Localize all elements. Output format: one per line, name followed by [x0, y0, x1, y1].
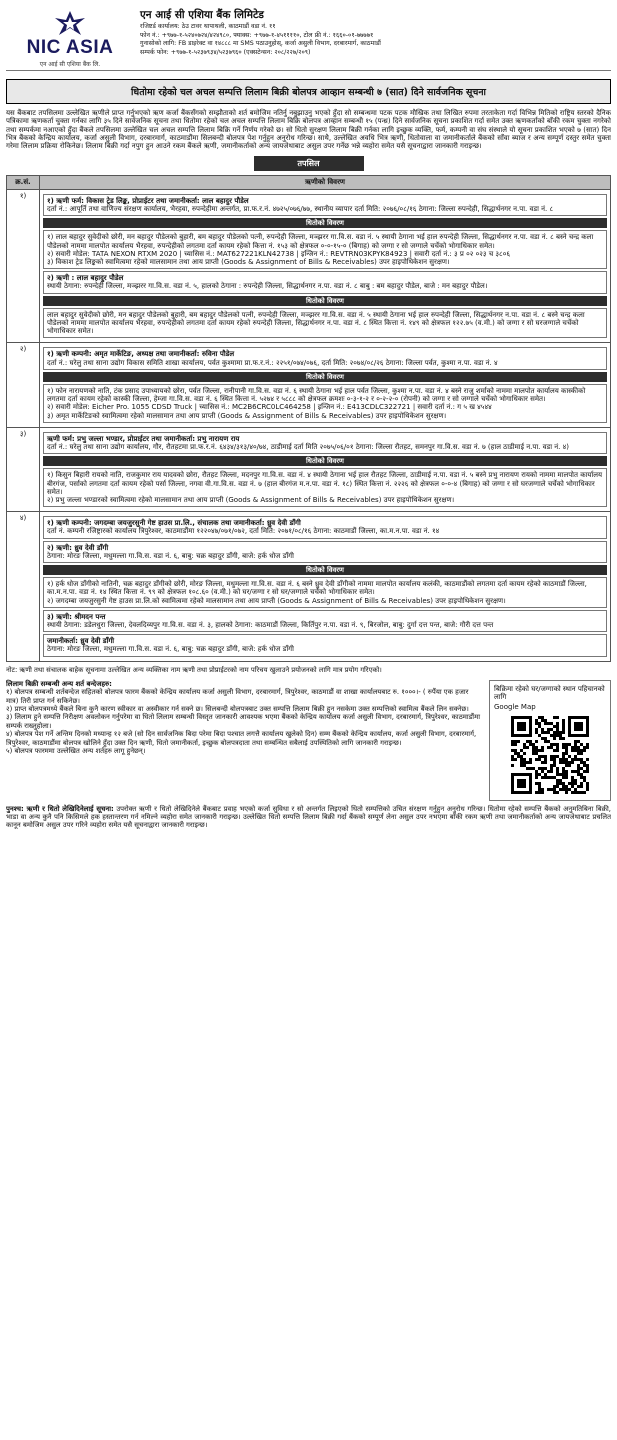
condition-item: ३) लिलाम हुने सम्पत्ति निरीक्षण अवलोकन गर्नुपरेमा वा धितो लिलाम सम्बन्धी विस्तृत जानकारी आवश्यक भएमा बैंकको केन्द्रिय कार्यालय कर्जा असुली विभाग, दरबारमार्ग, त्रिपुरेश्वर, काठमाडौंमा सम्पर्क राख्नुहोला।	[6, 713, 480, 730]
star-logo-icon	[52, 10, 88, 36]
collateral-block	[43, 384, 607, 423]
borrower-details: दर्ता नं.: आपूर्ति तथा वाणिज्य संरक्षण कार्यालय, भैरहवा, रुपन्देहीमा अन्तर्गत, प्रा.फ.र.नं. ४७२५/०७६/७७, स्थानीय व्यापार दर्ता मिति: २०७६/०८/१६ ठेगाना: जिल्ला रुपन्देही, सिद्धार्थनगर न.पा. वडा नं. ८	[47, 204, 554, 213]
borrower-table	[6, 175, 611, 661]
bank-contact: सम्पर्क फोन: +९७७-१-५२३७९३४/५२३७९६० (एक्सटेन्सन: २०८/२२७/२०९)	[140, 48, 311, 56]
collateral-heading: धितोको विवरण	[43, 565, 607, 575]
borrower-name: २) ऋणी : लाल बहादुर पौडेल	[47, 274, 124, 283]
borrower-block	[43, 634, 607, 656]
bank-address: रजिष्टर्ड कार्यालय: ठेउ टावर थापाथली, काठमाडौं वडा नं. ११	[140, 23, 276, 30]
collateral-block	[43, 308, 607, 339]
collateral-item: १) किसुन बिहारी रायको नाति, राजकुमार राय यादवको छोरा, रौतहट जिल्ला, मदनपुर गा.वि.स. वडा नं. ४ स्थायी ठेगाना भई हाल रौतहट जिल्ला, ठाडीमाई न.पा. वडा नं. ५ बस्ने प्रभु नारायण रायको नाममा मालपोत कार्यालय बीरगंज, पर्साको लगतमा दर्ता कायम रहेको पर्सा जिल्ला, नगवा वी.गा.वि.स. वडा नं. ७ (हाल बीरगंज म.न.पा. वडा नं. १८) स्थित कित्ता नं. २२२६ को क्षेत्रफल ०-०-४ (बिगाह) को जग्गा र सो घरजग्गाले चर्चेको भोगाधिकार समेत।	[47, 471, 603, 496]
collateral-block	[43, 230, 607, 269]
brand-tagline: एन आई सी एशिया बैंक लि.	[39, 61, 101, 68]
borrower-block	[43, 432, 607, 454]
row-sn: ३)	[7, 427, 40, 511]
col-details-header: ऋणीको विवरण	[40, 176, 611, 189]
row-details	[40, 512, 611, 661]
collateral-item: २) सवारी मोडेल: Eicher Pro. 1055 CDSD Truck | च्यासिस नं.: MC2B6CRC0LC464258 | इन्जिन नं.: E413CDLC322721 | सवारी दर्ता नं.: ग ५ ख ४५४४	[47, 403, 492, 412]
collateral-item: १) हर्क धोज डाँगीको नातिनी, चक्र बहादुर डाँगीको छोरी, मोरङ जिल्ला, मधुमल्ला गा.वि.स. वडा नं. ६ बस्ने ध्रुव देवी डाँगीको नाममा मालपोत कार्यालय कलंकी, काठमाडौंको लगतमा दर्ता कायम रहेको काठमाडौं जिल्ला, का.म.न.पा. वडा नं. १४ स्थित कित्ता नं. ९९ को क्षेत्रफल १०८.६० (व.मी.) को घर/जग्गा र सो घर/जग्गाले चर्चेको भोगाधिकार समेत।	[47, 580, 587, 597]
row-sn: २)	[7, 343, 40, 427]
collateral-item: ३) अमृत मार्केटिङको स्वामित्वमा रहेको मालसामान तथा आय प्राप्ती (Goods & Assignment of Bills & Receivables) उपर हाइपोथिकेशन सुरक्षण।	[47, 411, 447, 420]
table-row	[7, 512, 611, 661]
borrower-name: २) ऋणी: ध्रुव देवी डाँगी	[47, 543, 109, 552]
tapasil-label: तपसिल	[254, 156, 364, 171]
collateral-item: ३) विकाश ट्रेड लिङ्कको स्वामित्वमा रहेको मालसामान तथा आय प्राप्ती (Goods & Assignment of Bills & Receivables) उपर हाइपोथिकेशन सुरक्षण।	[47, 257, 450, 266]
condition-item: २) प्राप्त बोलपत्रमध्ये बैंकले बिना कुनै कारण स्वीकार वा अस्वीकार गर्न सक्ने छ। सिलबन्दी बोलपत्रबाट उक्त सम्पत्ति लिलाम बिक्री हुन नसकेमा उक्त सम्पत्तिको स्वामित्व बैंकले लिन सक्नेछ।	[6, 705, 469, 714]
borrower-block	[43, 610, 607, 632]
row-details	[40, 343, 611, 427]
borrower-details: स्थायी ठेगाना: डडेलधुरा जिल्ला, देवलदिव्यपुर गा.वि.स. वडा नं. ३, हालको ठेगाना: काठमाडौं जिल्ला, किर्तिपुर न.पा. वडा नं. ९, बिरजोल, बाबु: दुर्गा दत्त पन्त, बाजे: गौरी दत्त पन्त	[47, 621, 494, 629]
table-header-row	[7, 176, 611, 189]
notice-page	[6, 4, 611, 1432]
condition-item: ५) बोलपत्र फारममा उल्लेखित अन्य शर्तहरु लागू हुनेछन्।	[6, 747, 146, 756]
qr-box	[489, 680, 611, 801]
notice-title: धितोमा रहेको चल अचल सम्पत्ति लिलाम बिक्री बोलपत्र आव्हान सम्बन्धी ७ (सात) दिने सार्वजनिक सूचना	[6, 79, 611, 104]
notice-intro: यस बैंकबाट तपसिलमा उल्लेखित ऋणीले प्राप्त गर्नुभएको ऋण कर्जा बैंकसँगको सम्झौताको शर्त बमोजिम नतिर्नु नबुझाउनु भएको हुँदा सो सम्बन्धमा पटक पटक मौखिक तथा लिखित रुपमा तरताकेता गर्दा विभिन्न मितिको राष्ट्रिय स्तरको दैनिक पत्रिकामा ऋणकर्ता चुक्ता गर्नका लागि ३५ दिने सार्वजनिक सूचना तथा धितोमा रहेको चल अचल सम्पत्ति लिलाम बिक्रि बोलपत्र आव्हान सम्बन्धी १५ (पन्ध्र) दिने सार्वजनिक सूचना प्रकाशित गर्दा समेत उक्त ऋणकर्ताको बाँकी रकम चुक्ता नगरेको तथा सम्पर्कमा नआएको हुँदा बैंकले तपसिलमा उल्लेखित चल अचल सम्पत्ति लिलाम बिक्रि गर्ने निर्णय गरेको छ। सो धितो सुरक्षण लिलाम बिक्री गर्नका लागि इच्छुक व्यक्ति, फर्म, कम्पनी वा संघ संस्थाले यो सूचना प्रकाशित भएको ७ (सात) दिन भित्र बैंकको केन्द्रिय कार्यालय, कर्जा असुली विभाग, दरबारमार्ग, काठमाडौंमा सिलबन्दी बोलपत्र पेश गर्नुहुन अनुरोध गरिन्छ। साथै, उल्लेखित अवधि भित्र ऋणी, धितोवाला वा जमानीकर्ताले बैंकको साँवा ब्याज र अन्य सम्पूर्ण दस्तुर समेत चुक्ता गरेमा लिलाम प्रक्रिया रोकिनेछ। लिलाम बिक्री गर्दा नपुग हुन आउने रकम बैंकले ऋणी, जमानीकर्ताको अन्य जायजेथाबाट असुल उपर गर्नेछ भन्ने व्यहोरा समेत यसै सूचनाद्वारा जानकारी गराइन्छ।	[6, 109, 611, 151]
qr-caption: बिक्रिमा रहेको घर/जग्गाको स्थान पहिचानको लागि	[494, 684, 605, 702]
bank-name: एन आई सी एशिया बैंक लिमिटेड	[140, 9, 264, 21]
table-row	[7, 189, 611, 343]
conditions	[6, 680, 489, 801]
col-sn-header: क्र.सं.	[7, 176, 40, 189]
row-details	[40, 189, 611, 343]
collateral-item: २) प्रभु जल्ला भण्डारको स्वामित्वमा रहेको मालसामान तथा आय प्राप्ती (Goods & Assignment of Bills & Receivables) उपर हाइपोथिकेशन सुरक्षण।	[47, 495, 455, 504]
borrower-name: १) ऋणी फर्म: विकास ट्रेड लिङ्क, प्रोप्राईटर तथा जमानीकर्ता: लाल बहादुर पौडेल	[47, 196, 249, 205]
borrower-details: ठेगाना: मोरङ जिल्ला, मधुमल्ला गा.वि.स. वडा नं. ६, बाबु: चक्र बहादुर डाँगी, बाजे: हर्क धोज डाँगी	[47, 551, 294, 560]
borrower-details: दर्ता नं.: घरेलु तथा साना उद्योग कार्यालय, गौर, रौतहटमा प्रा.फ.र.नं. ६४३४/३१३/४०/७४, ठाडीमाई दर्ता मिति २०७५/०६/०१ ठेगाना: जिल्ला रौतहट, समनपुर गा.वि.स. वडा नं. ७ (हाल ठाडीमाई न.पा. वडा नं. ४)	[47, 442, 569, 451]
borrower-details: दर्ता नं. कम्पनी रजिष्ट्रारको कार्यालय त्रिपुरेश्वर, काठमाडौंमा १२२०४७/०७१/०७२, दर्ता मिति: २०७१/०८/१६ ठेगाना: काठमाडौं जिल्ला, का.म.न.पा. वडा नं. १४	[47, 527, 440, 536]
borrower-block	[43, 347, 607, 369]
bank-info	[134, 4, 611, 70]
final-text: उपरोक्त ऋणी र धितो लेखिदिनेले बैंकबाट प्रवाह भएको कर्जा सुविधा र सो अन्तर्गत लिइएको धितो सम्पत्तिको उचित संरक्षण गर्नुहुन अनुरोध गरिन्छ। धितोमा रहेको सम्पत्ति बैंकको अनुमतिबिना बिक्री, भाडा वा अन्य कुनै पनि किसिमले हक हस्तान्तरण गर्न नमिल्ने व्यहोरा समेत जानकारी गराइन्छ। उल्लेखित धितो सम्पत्ति लिलाम बिक्री गर्दा बैंकको सम्पूर्ण लेना असुल उपर नभएमा बाँकी रकम ऋणी तथा जमानीकर्ताको अन्य जायजेथाबाट प्रचलित कानून बमोजिम असुल उपर गरिने व्यहोरा समेत यसै सूचनाद्वारा जानकारी गराइन्छ।	[6, 804, 611, 830]
collateral-item: २) जगदम्बा जयजुरसुनी गेष्ट हाउस प्रा.लि.को स्वामित्वमा रहेको मालसामान तथा आय प्राप्ती (Goods & Assignment of Bills & Receivables) उपर हाइपोथिकेशन सुरक्षण।	[47, 596, 506, 605]
row-details	[40, 427, 611, 511]
collateral-block	[43, 468, 607, 507]
collateral-block	[43, 577, 607, 608]
collateral-heading: धितोको विवरण	[43, 296, 607, 306]
borrower-details: ठेगाना: मोरङ जिल्ला, मधुमल्ला गा.वि.स. वडा नं. ६, बाबु: चक्र बहादुर डाँगी, बाजे: हर्क धोज डाँगी	[47, 645, 294, 654]
nic-asia-logo	[6, 4, 134, 70]
borrower-block	[43, 541, 607, 563]
condition-item: १) बोलपत्र सम्बन्धी शर्तबन्देज सहितको बोलपत्र फारम बैंकको केन्द्रिय कार्यालय कर्जा असुली विभाग, दरबारमार्ग, त्रिपुरेश्वर, काठमाडौं वा शाखा कार्यालयबाट रु. १०००।- ( रुपैंया एक हजार मात्र) तिरी प्राप्त गर्न सकिनेछ।	[6, 688, 469, 705]
table-row	[7, 343, 611, 427]
row-sn: ४)	[7, 512, 40, 661]
borrower-name: १) ऋणी कम्पनी: जगदम्बा जयजुरसुनी गेष्ट हाउस प्रा.लि., संचालक तथा जमानीकर्ता: ध्रुव देवी डाँगी	[47, 519, 301, 528]
brand-name: NIC ASIA	[26, 37, 114, 58]
conditions-heading: लिलाम बिक्री सम्बन्धी अन्य शर्त बन्देजहरु:	[6, 679, 112, 688]
condition-item: ४) बोलपत्र पेश गर्ने अन्तिम दिनको मध्यान्ह १२ बजे (सो दिन सार्वजनिक बिदा परेमा बिदा पश्चात लगत्तै कार्यालय खुलेको दिन) सम्म बैंकको केन्द्रिय कार्यालय, कर्जा असुली विभाग, दरबारमार्ग, त्रिपुरेश्वर, काठमाडौंमा बोलपत्र खोलिने हुँदा उक्त दिन ऋणी, धितो जमानीकर्ता, इच्छुक बोलपत्रदाता तथा सम्बन्धित सबैलाई उपस्थितिको लागि जानकारी गराइन्छ।	[6, 730, 477, 747]
final-heading: पुनश्च: ऋणी र धितो लेखिदिनेलाई सूचना:	[6, 804, 114, 813]
borrower-name: जमानीकर्ता: ध्रुव देवी डाँगी	[47, 637, 115, 646]
borrower-details: दर्ता नं.: घरेलु तथा साना उद्योग विकास समिति शाखा कार्यालय, पर्वत कुश्मामा प्रा.फ.र.नं.: २२५१/०७४/०७६, दर्ता मिति: २०७४/०८/२६ ठेगाना: जिल्ला पर्वत, कुश्मा न.पा. वडा नं. ४	[47, 358, 498, 367]
borrower-block	[43, 271, 607, 293]
collateral-item: १) फोन नारायणको नाति, टंक प्रसाद उपाध्यायको छोरा, पर्वत जिल्ला, रानीपानी गा.वि.स. वडा नं. ६ स्थायी ठेगाना भई हाल पर्वत जिल्ला, कुश्मा न.पा. वडा नं. ४ बस्ने राजु शर्माको नाममा मालपोत कार्यालय कास्कीको लगतमा दर्ता कायम रहेको कास्की जिल्ला, हेम्जा गा.वि.स. वडा नं. ६ स्थित कित्ता नं. ५२७४ र ५८८८ को क्षेत्रफल क्रमशः ०-३-१-२ र ०-२-२-० (रोपनी) को जग्गा र सो जग्गाले चर्चेको भोगाधिकार समेत।	[47, 386, 586, 404]
collateral-item: लाल बहादुर सुवेदीको छोरी, मन बहादुर पौडेलको बुहारी, बम बहादुर पौडेलको पत्नी, रुपन्देही जिल्ला, मञ्झरर गा.वि.स. वडा नं. ५ स्थायी ठेगाना भई हाल रुपन्देही जिल्ला, सिद्धार्थनगर न.पा. वडा नं. ८ बस्ने चन्द्र कला पौडेलको नाममा मालपोत कार्यालय भैरहवा, रुपन्देहीको लगतमा दर्ता कायम रहेको रुपन्देही जिल्ला, सिद्धार्थनगर न.पा. वडा नं. ८ स्थित कित्ता नं. १४९ को क्षेत्रफल १२२.७५ (व.मी.) को जग्गा र सो घरजग्गाले चर्चेको भोगाधिकार समेत।	[47, 310, 585, 336]
borrower-block	[43, 516, 607, 538]
bank-grievance: गुनासोको लागि: FB डाइरेक्ट वा १४८८८ मा SMS पठाउनुहोस्, कर्जा असुली विभाग, दरबारमार्ग, काठमाडौं	[140, 40, 381, 48]
collateral-heading: धितोको विवरण	[43, 218, 607, 228]
collateral-heading: धितोको विवरण	[43, 456, 607, 466]
qr-code-icon[interactable]	[511, 716, 589, 794]
borrower-name: १) ऋणी कम्पनी: अमृत मार्केटिङ, अध्यक्ष तथा जमानीकर्ता: रुविना पौडेल	[47, 350, 235, 359]
collateral-heading: धितोको विवरण	[43, 372, 607, 382]
header	[6, 4, 611, 71]
collateral-item: २) सवारी मोडेल: TATA NEXON RTXM 2020 | च्यासिस नं.: MAT627221KLN42738 | इन्जिन नं.: REVTRN03KPYK84923 | सवारी दर्ता नं.: ३ प्र ०२ ०२३ च ३८०६	[47, 249, 510, 258]
table-row	[7, 427, 611, 511]
borrower-name: ३) ऋणी: श्रीमदन पन्त	[47, 612, 106, 621]
collateral-item: १) लाल बहादुर सुवेदीको छोरी, मन बहादुर पौडेलको बुहारी, बम बहादुर पौडेलको पत्नी, रुपन्देही जिल्ला, मञ्झरर गा.वि.स. वडा नं. ५ स्थायी ठेगाना भई हाल रुपन्देही जिल्ला, सिद्धार्थनगर न.पा. वडा नं. ८ बस्ने चन्द्र कला पौडेलको नाममा मालपोत कार्यालय भैरहवा, रुपन्देहीको लगतमा दर्ता कायम रहेको कित्ता नं. १५३ को क्षेत्रफल ०-०-१५-० (बिगाह) को जग्गा र सो जग्गाले चर्चेको भोगाधिकार समेत।	[47, 233, 594, 250]
note: नोट: ऋणी तथा संचालक बाहेक सूचनामा उल्लेखित अन्य व्यक्तिका नाम ऋणी तथा प्रोप्राईटरको नाम परिचय खुलाउने प्रयोजनको लागि मात्र प्रयोग गरिएको।	[6, 665, 382, 674]
final-notice	[6, 805, 611, 830]
bank-phone: फोन नं.: +९७७-१-५२४०७२४/४२४९८०, फ्याक्स: +९७७-१-४५११११०, टोल फ्री नं.: १६६०-०१-७७७७१	[140, 31, 374, 39]
borrower-details: स्थायी ठेगाना: रुपन्देही जिल्ला, मञ्झरर गा.वि.स. वडा नं. ५, हालको ठेगाना : रुपन्देही जिल्ला, सिद्धार्थनगर न.पा. वडा नं. ८ बाबु : बम बहादुर पौडेल, बाजे : मन बहादुर पौडेल।	[47, 282, 488, 291]
conditions-section	[6, 680, 611, 801]
borrower-block	[43, 194, 607, 216]
borrower-name: ऋणी फर्म: प्रभु जल्ला भण्डार, प्रोप्राईटर तथा जमानीकर्ता: प्रभु नारायण राय	[47, 434, 240, 443]
row-sn: १)	[7, 189, 40, 343]
google-map-label: Google Map	[494, 702, 536, 711]
